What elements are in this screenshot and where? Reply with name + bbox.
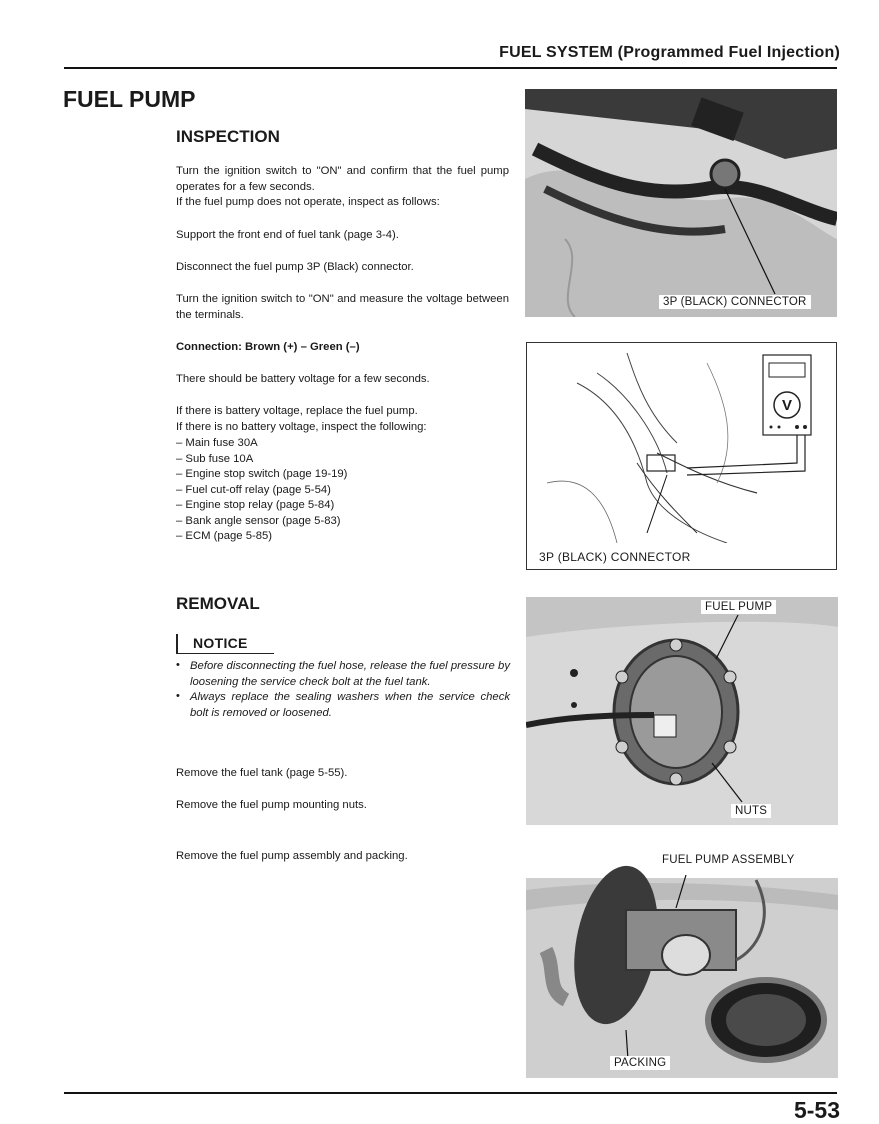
bullet-icon: • bbox=[176, 690, 180, 702]
removal-step-3: Remove the fuel pump assembly and packing. bbox=[176, 850, 408, 862]
removal-step-2: Remove the fuel pump mounting nuts. bbox=[176, 799, 367, 811]
page-number: 5-53 bbox=[793, 1097, 840, 1123]
header-rule bbox=[64, 67, 837, 69]
fig3-label-fuel-pump: FUEL PUMP bbox=[701, 600, 776, 614]
inspection-p7-text: If there is no battery voltage, inspect the following: bbox=[176, 420, 427, 433]
notice-item bbox=[176, 690, 510, 721]
inspection-check-list bbox=[176, 436, 347, 545]
inspection-paragraph-1 bbox=[176, 164, 509, 211]
notice-label: NOTICE bbox=[193, 635, 248, 651]
connection-spec: Connection: Brown (+) – Green (–) bbox=[176, 341, 360, 353]
fig2-label: 3P (BLACK) CONNECTOR bbox=[539, 550, 691, 564]
list-item: – Sub fuse 10A bbox=[176, 452, 254, 465]
voltmeter-diagram-illustration bbox=[527, 343, 836, 543]
figure-fuel-pump-photo bbox=[526, 597, 838, 825]
fig3-label-nuts: NUTS bbox=[731, 804, 771, 818]
inspection-p1b-text: If the fuel pump does not operate, inspect as follows: bbox=[176, 196, 440, 208]
bullet-icon: • bbox=[176, 659, 180, 671]
footer-rule bbox=[64, 1092, 837, 1094]
figure-voltmeter-diagram bbox=[526, 342, 837, 570]
notice-list bbox=[176, 659, 510, 721]
fig4-label-packing: PACKING bbox=[610, 1056, 670, 1070]
list-item: – Engine stop switch (page 19-19) bbox=[176, 468, 348, 480]
inspection-p1-text: Turn the ignition switch to "ON" and confirm that the fuel pump operates for a few seconds. bbox=[176, 165, 509, 193]
notice-text: Always replace the sealing washers when the service check bolt is removed or loosened. bbox=[190, 691, 510, 719]
figure-pump-assembly-photo bbox=[526, 850, 838, 1078]
notice-text: Before disconnecting the fuel hose, release the fuel pressure by loosening the service check bolt at the fuel tank. bbox=[190, 660, 510, 688]
list-item: – ECM (page 5-85) bbox=[176, 530, 273, 542]
connector-photo-illustration bbox=[525, 89, 837, 317]
inspection-paragraph-3: Disconnect the fuel pump 3P (Black) connector. bbox=[176, 261, 414, 273]
inspection-p6-text: If there is battery voltage, replace the fuel pump. bbox=[176, 405, 418, 417]
inspection-heading: INSPECTION bbox=[176, 127, 280, 146]
inspection-paragraph-4: Turn the ignition switch to "ON" and measure the voltage between the terminals. bbox=[176, 293, 509, 321]
page-title: FUEL PUMP bbox=[63, 86, 196, 112]
inspection-paragraph-6 bbox=[176, 404, 509, 435]
removal-heading: REMOVAL bbox=[176, 594, 260, 613]
figure-connector-photo bbox=[525, 89, 837, 317]
fig1-label: 3P (BLACK) CONNECTOR bbox=[659, 295, 811, 309]
header-title: FUEL SYSTEM (Programmed Fuel Injection) bbox=[499, 44, 840, 61]
voltmeter-symbol: V bbox=[781, 397, 792, 414]
removal-step-1: Remove the fuel tank (page 5-55). bbox=[176, 767, 348, 779]
list-item: – Main fuse 30A bbox=[176, 437, 258, 449]
list-item: – Fuel cut-off relay (page 5-54) bbox=[176, 483, 331, 496]
fuel-pump-photo-illustration bbox=[526, 597, 838, 825]
list-item: – Bank angle sensor (page 5-83) bbox=[176, 514, 341, 527]
fig4-label-assembly: FUEL PUMP ASSEMBLY bbox=[658, 853, 799, 867]
inspection-paragraph-2: Support the front end of fuel tank (page 3-4). bbox=[176, 229, 399, 241]
pump-assembly-photo-illustration bbox=[526, 850, 838, 1078]
notice-item bbox=[176, 659, 510, 690]
list-item: – Engine stop relay (page 5-84) bbox=[176, 499, 335, 511]
inspection-paragraph-5: There should be battery voltage for a few seconds. bbox=[176, 373, 430, 385]
